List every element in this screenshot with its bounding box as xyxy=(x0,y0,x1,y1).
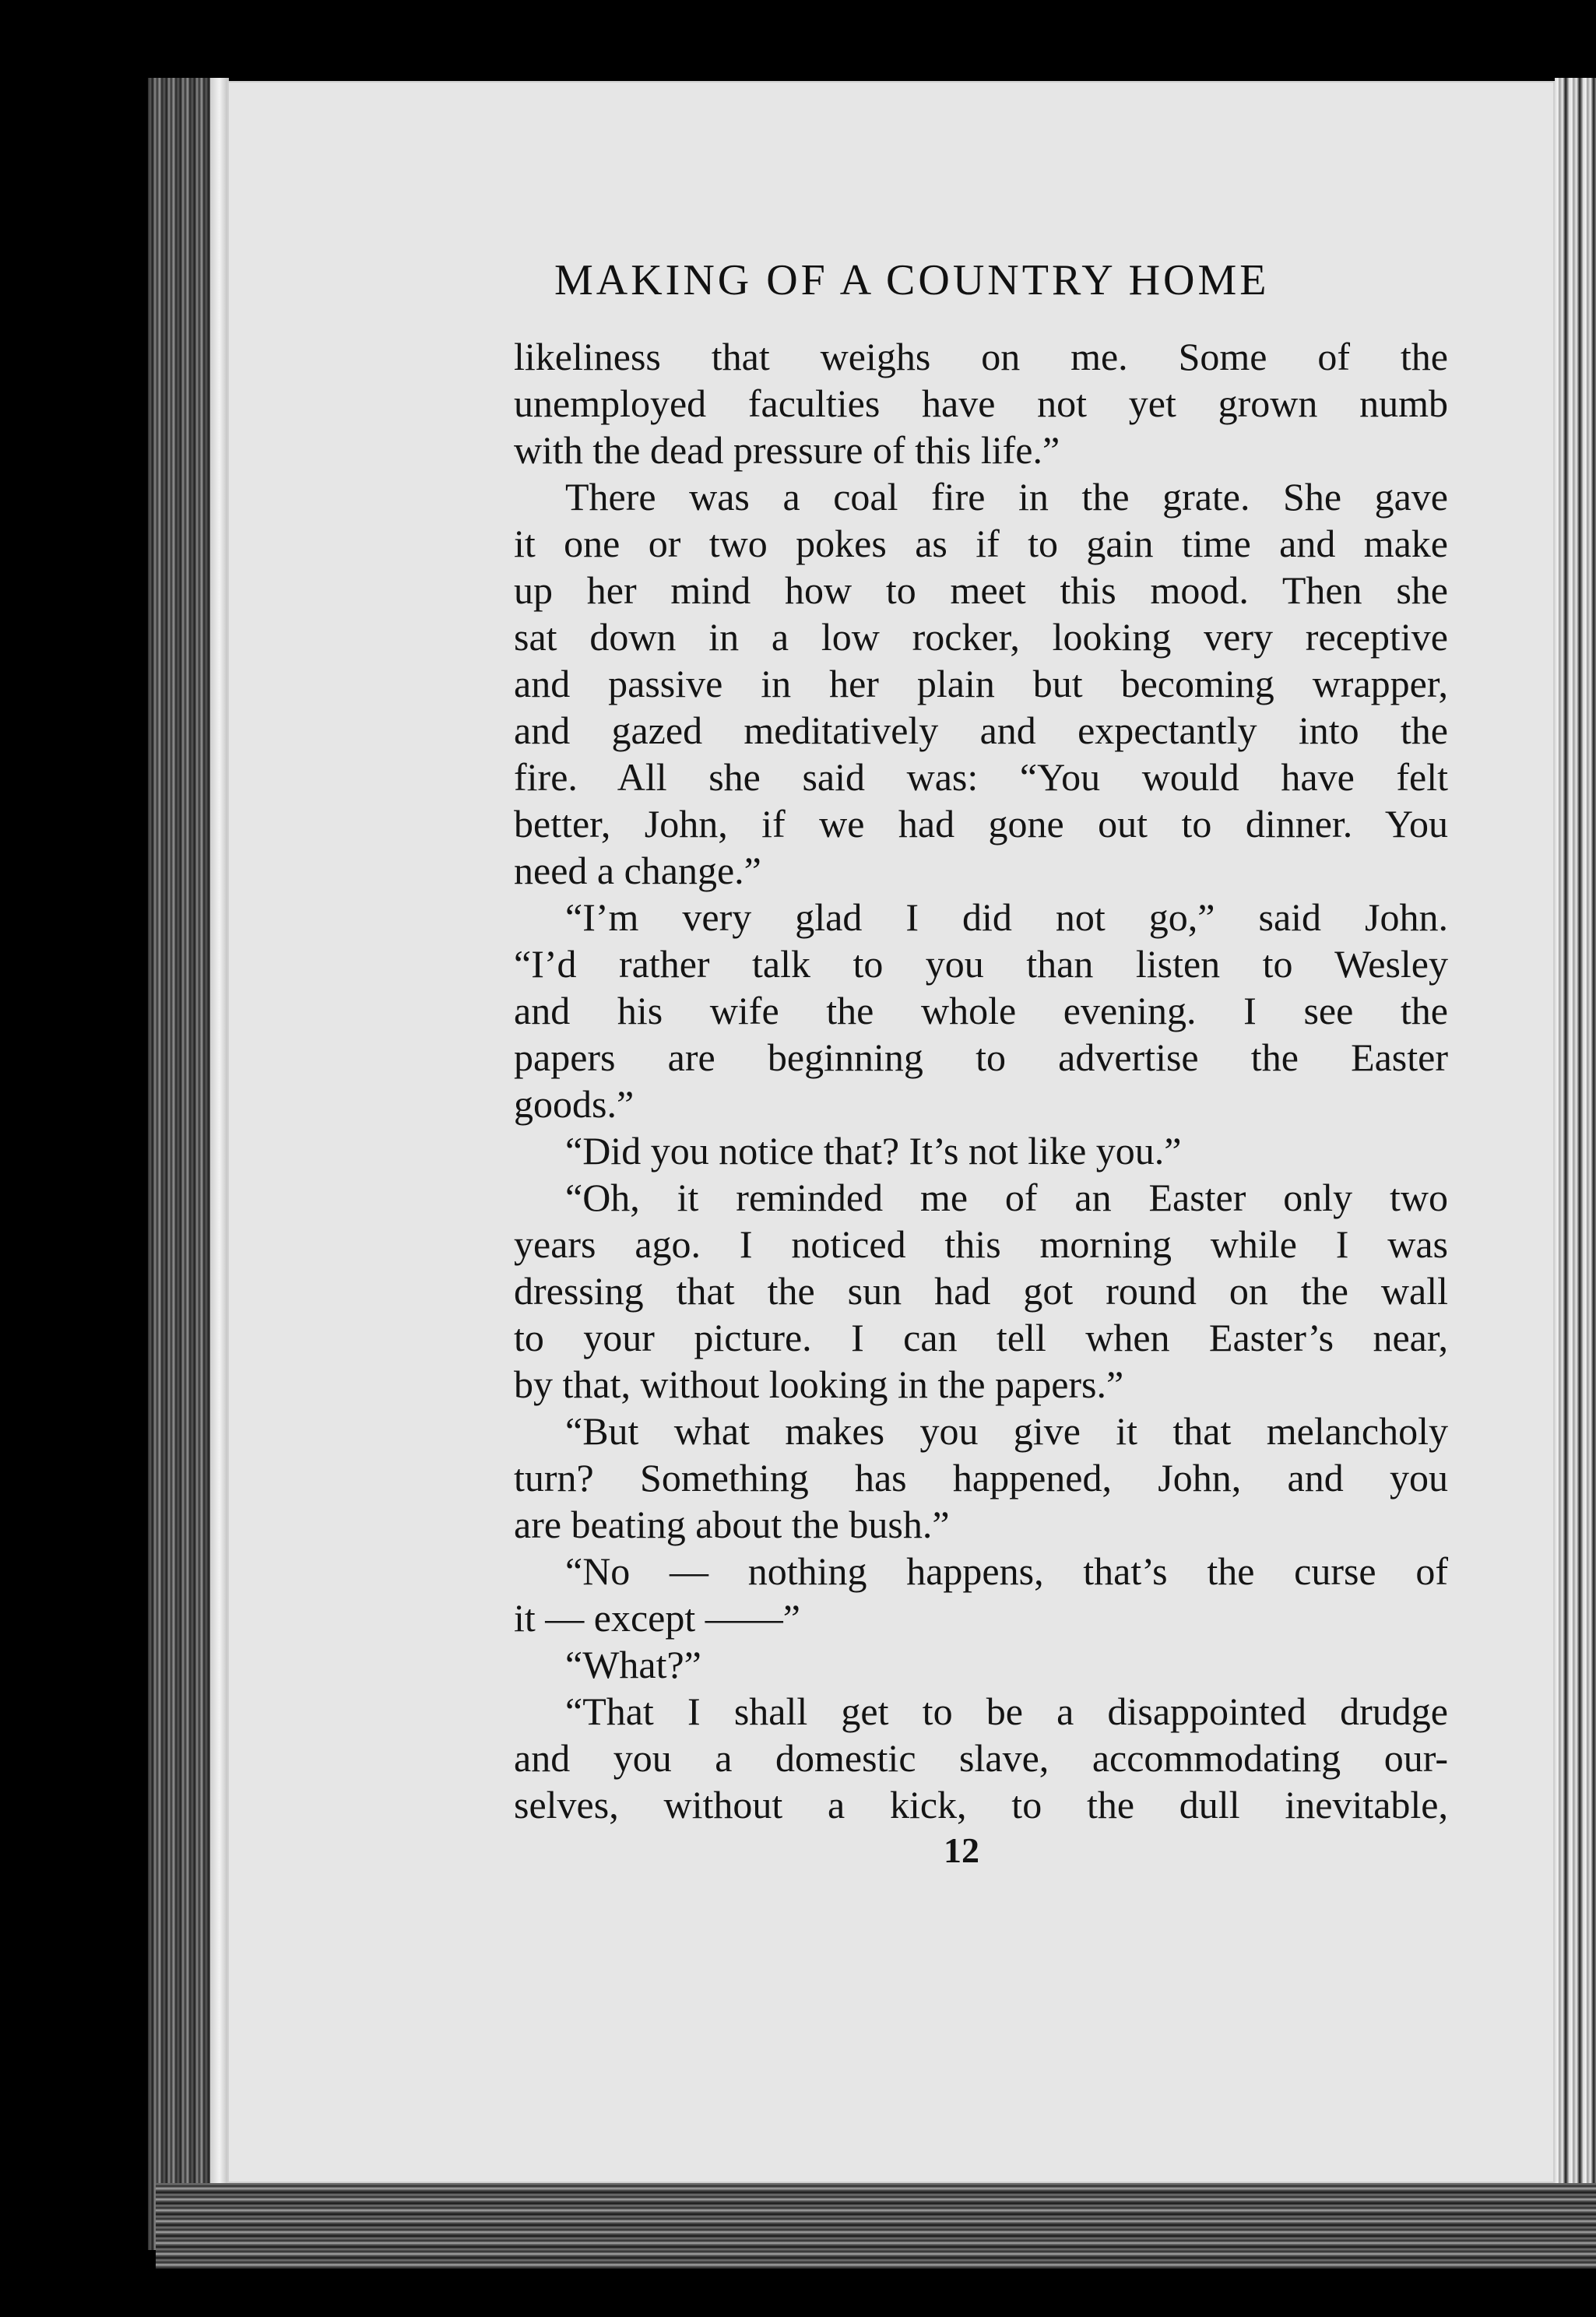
text-line: papers are beginning to advertise the Easter xyxy=(514,1035,1448,1079)
text-line: “Did you notice that? It’s not like you.” xyxy=(565,1129,1182,1173)
text-line: There was a coal fire in the grate. She gave xyxy=(565,475,1448,519)
page-stack-bottom-edge xyxy=(156,2183,1596,2269)
text-line: “That I shall get to be a disappointed drudge xyxy=(565,1689,1448,1733)
body-text xyxy=(514,333,1448,1828)
text-line: and his wife the whole evening. I see the xyxy=(514,989,1448,1032)
page-number: 12 xyxy=(944,1830,979,1870)
text-line: and you a domestic slave, accommodating our- xyxy=(514,1736,1448,1780)
text-line: “But what makes you give it that melancholy xyxy=(565,1409,1448,1453)
text-line: and passive in her plain but becoming wrapper, xyxy=(514,662,1448,705)
text-line: to your picture. I can tell when Easter’s near, xyxy=(514,1316,1448,1359)
text-line: “Oh, it reminded me of an Easter only two xyxy=(565,1176,1448,1219)
text-line: sat down in a low rocker, looking very receptive xyxy=(514,615,1448,659)
text-line: unemployed faculties have not yet grown numb xyxy=(514,381,1448,425)
text-line: likeliness that weighs on me. Some of the xyxy=(514,335,1448,378)
page-stack-right-edge xyxy=(1555,78,1596,2258)
text-line: dressing that the sun had got round on the wall xyxy=(514,1269,1448,1313)
running-head: MAKING OF A COUNTRY HOME xyxy=(554,256,1270,304)
text-line: it one or two pokes as if to gain time and make xyxy=(514,522,1448,565)
binding-edge xyxy=(210,78,229,2250)
text-line: turn? Something has happened, John, and you xyxy=(514,1456,1448,1500)
text-line: need a change.” xyxy=(514,849,761,892)
text-line: up her mind how to meet this mood. Then she xyxy=(514,568,1448,612)
text-line: by that, without looking in the papers.” xyxy=(514,1362,1124,1406)
text-line: “No — nothing happens, that’s the curse of xyxy=(565,1549,1448,1593)
text-line: fire. All she said was: “You would have felt xyxy=(514,755,1448,799)
text-line: “I’d rather talk to you than listen to Wesley xyxy=(514,942,1448,986)
text-line: years ago. I noticed this morning while I was xyxy=(514,1222,1448,1266)
text-line: are beating about the bush.” xyxy=(514,1503,950,1546)
text-line: “I’m very glad I did not go,” said John. xyxy=(565,895,1448,939)
text-line: “What?” xyxy=(565,1643,701,1686)
text-line: goods.” xyxy=(514,1082,635,1126)
text-line: it — except ——” xyxy=(514,1596,800,1640)
text-line: with the dead pressure of this life.” xyxy=(514,428,1060,472)
text-line: and gazed meditatively and expectantly into the xyxy=(514,708,1448,752)
text-line: better, John, if we had gone out to dinner. You xyxy=(514,802,1448,846)
text-line: selves, without a kick, to the dull inevitable, xyxy=(514,1783,1448,1827)
